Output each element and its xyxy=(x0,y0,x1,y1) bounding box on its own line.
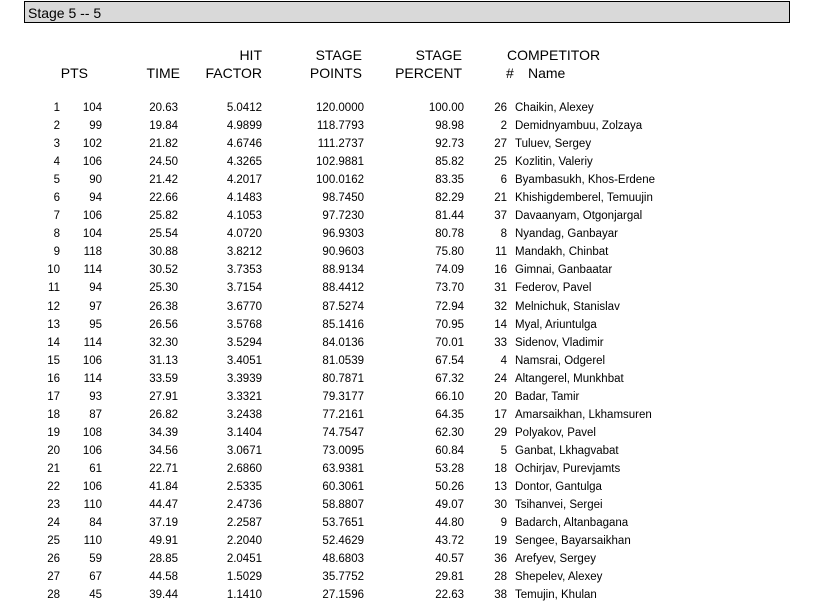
time-cell: 22.66 xyxy=(149,192,178,205)
hit-factor-cell: 3.5294 xyxy=(226,336,262,349)
header-time: TIME xyxy=(146,65,180,81)
stage-points-cell: 77.2161 xyxy=(322,408,364,421)
pts-cell: 61 xyxy=(89,462,102,475)
stage-percent-cell: 81.44 xyxy=(435,210,464,223)
competitor-name-cell: Polyakov, Pavel xyxy=(515,426,596,439)
competitor-number-cell: 19 xyxy=(494,535,507,548)
stage-points-cell: 88.9134 xyxy=(322,264,364,277)
competitor-name-cell: Sidenov, Vladimir xyxy=(515,336,604,349)
stage-points-cell: 53.7651 xyxy=(322,517,364,530)
competitor-number-cell: 26 xyxy=(494,102,507,115)
competitor-name-cell: Myal, Ariuntulga xyxy=(515,318,597,331)
time-cell: 25.54 xyxy=(149,228,178,241)
place-cell: 4 xyxy=(53,156,60,169)
table-row xyxy=(0,550,765,568)
time-cell: 26.38 xyxy=(149,300,178,313)
hit-factor-cell: 3.2438 xyxy=(226,408,262,421)
stage-percent-cell: 73.70 xyxy=(435,282,464,295)
stage-percent-cell: 98.98 xyxy=(435,120,464,133)
stage-percent-cell: 62.30 xyxy=(435,426,464,439)
competitor-number-cell: 5 xyxy=(500,444,507,457)
competitor-name-cell: Amarsaikhan, Lkhamsuren xyxy=(515,408,652,421)
time-cell: 34.56 xyxy=(149,444,178,457)
table-row xyxy=(0,406,765,424)
hit-factor-cell: 3.6770 xyxy=(226,300,262,313)
competitor-number-cell: 29 xyxy=(494,426,507,439)
header-stage-percent-line1: STAGE xyxy=(415,47,462,63)
stage-points-cell: 73.0095 xyxy=(322,444,364,457)
hit-factor-cell: 3.5768 xyxy=(226,318,262,331)
header-stage-points-line1: STAGE xyxy=(315,47,362,63)
competitor-number-cell: 14 xyxy=(494,318,507,331)
competitor-name-cell: Nyandag, Ganbayar xyxy=(515,228,618,241)
competitor-number-cell: 2 xyxy=(500,120,507,133)
table-row xyxy=(0,514,765,532)
place-cell: 15 xyxy=(47,354,60,367)
place-cell: 23 xyxy=(47,499,60,512)
stage-percent-cell: 92.73 xyxy=(435,138,464,151)
pts-cell: 59 xyxy=(89,553,102,566)
competitor-number-cell: 11 xyxy=(495,246,507,259)
hit-factor-cell: 1.1410 xyxy=(226,589,262,602)
pts-cell: 67 xyxy=(89,571,102,584)
place-cell: 27 xyxy=(47,571,60,584)
table-row xyxy=(0,171,765,189)
time-cell: 19.84 xyxy=(149,120,178,133)
competitor-number-cell: 6 xyxy=(500,174,507,187)
stage-points-cell: 111.2737 xyxy=(317,138,364,151)
stage-points-cell: 81.0539 xyxy=(322,354,364,367)
header-competitor-name: Name xyxy=(528,65,566,81)
competitor-name-cell: Temujin, Khulan xyxy=(515,589,597,602)
table-row xyxy=(0,279,765,297)
place-cell: 12 xyxy=(47,300,60,313)
stage-percent-cell: 40.57 xyxy=(435,553,464,566)
stage-points-cell: 102.9881 xyxy=(316,156,364,169)
hit-factor-cell: 4.2017 xyxy=(226,174,262,187)
hit-factor-cell: 3.0671 xyxy=(226,444,262,457)
time-cell: 25.82 xyxy=(149,210,178,223)
table-row xyxy=(0,135,765,153)
stage-percent-cell: 80.78 xyxy=(435,228,464,241)
competitor-name-cell: Arefyev, Sergey xyxy=(515,553,596,566)
stage-points-cell: 118.7793 xyxy=(316,120,364,133)
table-row xyxy=(0,388,765,406)
time-cell: 21.42 xyxy=(149,174,178,187)
stage-percent-cell: 70.01 xyxy=(435,336,464,349)
stage-points-cell: 79.3177 xyxy=(322,390,364,403)
competitor-name-cell: Chaikin, Alexey xyxy=(515,102,594,115)
pts-cell: 106 xyxy=(82,444,102,457)
pts-cell: 97 xyxy=(89,300,102,313)
hit-factor-cell: 2.4736 xyxy=(226,499,262,512)
time-cell: 39.44 xyxy=(149,589,178,602)
competitor-number-cell: 38 xyxy=(494,589,507,602)
place-cell: 26 xyxy=(47,553,60,566)
competitor-number-cell: 16 xyxy=(494,264,507,277)
time-cell: 25.30 xyxy=(149,282,178,295)
stage-points-cell: 58.8807 xyxy=(322,499,364,512)
stage-points-cell: 97.7230 xyxy=(322,210,364,223)
header-stage-percent-line2: PERCENT xyxy=(395,65,462,81)
hit-factor-cell: 2.6860 xyxy=(226,462,262,475)
hit-factor-cell: 3.3939 xyxy=(226,372,262,385)
competitor-number-cell: 8 xyxy=(500,228,507,241)
pts-cell: 106 xyxy=(82,354,102,367)
competitor-number-cell: 31 xyxy=(494,282,507,295)
stage-percent-cell: 60.84 xyxy=(435,444,464,457)
competitor-name-cell: Kozlitin, Valeriy xyxy=(515,156,593,169)
results-table xyxy=(0,99,765,604)
competitor-number-cell: 33 xyxy=(494,336,507,349)
stage-percent-cell: 53.28 xyxy=(435,462,464,475)
time-cell: 27.91 xyxy=(149,390,178,403)
stage-percent-cell: 43.72 xyxy=(435,535,464,548)
competitor-number-cell: 25 xyxy=(494,156,507,169)
competitor-name-cell: Federov, Pavel xyxy=(515,282,592,295)
stage-percent-cell: 64.35 xyxy=(435,408,464,421)
table-row xyxy=(0,316,765,334)
stage-percent-cell: 74.09 xyxy=(435,264,464,277)
header-stage-points-line2: POINTS xyxy=(309,65,362,81)
time-cell: 33.59 xyxy=(149,372,178,385)
competitor-name-cell: Sengee, Bayarsaikhan xyxy=(515,535,631,548)
table-row xyxy=(0,189,765,207)
competitor-name-cell: Badar, Tamir xyxy=(515,390,580,403)
competitor-number-cell: 13 xyxy=(494,481,507,493)
stage-points-cell: 84.0136 xyxy=(322,336,364,349)
competitor-name-cell: Tuluev, Sergey xyxy=(515,138,592,151)
hit-factor-cell: 2.5335 xyxy=(226,481,262,493)
pts-cell: 84 xyxy=(89,517,102,530)
stage-points-cell: 35.7752 xyxy=(322,571,364,584)
table-row xyxy=(0,352,765,370)
competitor-name-cell: Davaanyam, Otgonjargal xyxy=(515,210,643,223)
place-cell: 3 xyxy=(53,138,60,151)
pts-cell: 110 xyxy=(83,535,102,548)
competitor-number-cell: 32 xyxy=(494,300,507,313)
hit-factor-cell: 5.0412 xyxy=(226,102,262,115)
competitor-number-cell: 24 xyxy=(494,372,507,385)
stage-percent-cell: 22.63 xyxy=(435,589,464,602)
competitor-name-cell: Namsrai, Odgerel xyxy=(515,354,606,367)
time-cell: 49.91 xyxy=(149,535,178,548)
table-row xyxy=(0,478,765,496)
pts-cell: 118 xyxy=(83,246,102,259)
place-cell: 6 xyxy=(53,192,60,205)
table-row xyxy=(0,207,765,225)
pts-cell: 94 xyxy=(89,192,102,205)
table-row xyxy=(0,442,765,460)
competitor-number-cell: 30 xyxy=(494,499,507,512)
time-cell: 32.30 xyxy=(149,336,178,349)
competitor-name-cell: Khishigdemberel, Temuujin xyxy=(515,192,653,205)
table-row xyxy=(0,243,765,261)
competitor-name-cell: Byambasukh, Khos-Erdene xyxy=(515,174,655,187)
table-row xyxy=(0,117,765,135)
pts-cell: 99 xyxy=(89,120,102,133)
time-cell: 44.58 xyxy=(149,571,178,584)
time-cell: 37.19 xyxy=(149,517,178,530)
place-cell: 28 xyxy=(47,589,60,602)
competitor-name-cell: Mandakh, Chinbat xyxy=(515,246,609,259)
time-cell: 26.56 xyxy=(149,318,178,331)
place-cell: 10 xyxy=(47,264,60,277)
place-cell: 22 xyxy=(47,481,60,493)
hit-factor-cell: 3.7154 xyxy=(226,282,262,295)
stage-points-cell: 87.5274 xyxy=(322,300,364,313)
stage-percent-cell: 29.81 xyxy=(435,571,464,584)
time-cell: 21.82 xyxy=(149,138,178,151)
time-cell: 30.52 xyxy=(149,264,178,277)
competitor-number-cell: 27 xyxy=(494,138,507,151)
stage-points-cell: 52.4629 xyxy=(322,535,364,548)
time-cell: 34.39 xyxy=(149,426,178,439)
table-row xyxy=(0,298,765,316)
header-competitor: COMPETITOR xyxy=(507,47,601,63)
hit-factor-cell: 3.7353 xyxy=(226,264,262,277)
hit-factor-cell: 1.5029 xyxy=(226,571,262,584)
table-row xyxy=(0,424,765,442)
stage-points-cell: 120.0000 xyxy=(316,102,364,115)
stage-points-cell: 27.1596 xyxy=(322,589,364,602)
time-cell: 24.50 xyxy=(149,156,178,169)
competitor-name-cell: Badarch, Altanbagana xyxy=(515,517,629,530)
competitor-number-cell: 36 xyxy=(494,553,507,566)
stage-percent-cell: 75.80 xyxy=(435,246,464,259)
results-body xyxy=(0,99,765,604)
header-competitor-number: # xyxy=(506,65,514,81)
stage-percent-cell: 67.54 xyxy=(435,354,464,367)
table-row xyxy=(0,225,765,243)
hit-factor-cell: 4.1483 xyxy=(226,192,262,205)
time-cell: 28.85 xyxy=(149,553,178,566)
table-row xyxy=(0,496,765,514)
time-cell: 30.88 xyxy=(149,246,178,259)
competitor-number-cell: 37 xyxy=(494,210,507,223)
table-row xyxy=(0,370,765,388)
stage-percent-cell: 66.10 xyxy=(435,390,464,403)
stage-percent-cell: 72.94 xyxy=(435,300,464,313)
time-cell: 41.84 xyxy=(149,481,178,493)
stage-points-cell: 60.3061 xyxy=(322,481,364,493)
place-cell: 5 xyxy=(53,174,60,187)
place-cell: 13 xyxy=(47,318,60,331)
hit-factor-cell: 4.3265 xyxy=(226,156,262,169)
competitor-name-cell: Ganbat, Lkhagvabat xyxy=(515,444,619,457)
header-hit-line1: HIT xyxy=(239,47,262,63)
stage-title: Stage 5 -- 5 xyxy=(28,5,102,21)
competitor-number-cell: 28 xyxy=(494,571,507,584)
competitor-number-cell: 9 xyxy=(500,517,507,530)
stage-points-cell: 100.0162 xyxy=(316,174,364,187)
place-cell: 18 xyxy=(47,408,60,421)
place-cell: 14 xyxy=(47,336,60,349)
stage-percent-cell: 82.29 xyxy=(435,192,464,205)
pts-cell: 106 xyxy=(82,210,102,223)
hit-factor-cell: 2.0451 xyxy=(226,553,262,566)
table-row xyxy=(0,334,765,352)
place-cell: 19 xyxy=(47,426,60,439)
hit-factor-cell: 4.1053 xyxy=(226,210,262,223)
competitor-name-cell: Demidnyambuu, Zolzaya xyxy=(515,120,643,133)
pts-cell: 102 xyxy=(82,138,102,151)
hit-factor-cell: 3.4051 xyxy=(226,354,262,367)
pts-cell: 114 xyxy=(83,264,102,277)
pts-cell: 95 xyxy=(89,318,102,331)
place-cell: 17 xyxy=(47,390,60,403)
table-row xyxy=(0,153,765,171)
stage-percent-cell: 67.32 xyxy=(435,372,464,385)
pts-cell: 114 xyxy=(83,372,102,385)
stage-percent-cell: 85.82 xyxy=(435,156,464,169)
table-row xyxy=(0,99,765,117)
place-cell: 20 xyxy=(47,444,60,457)
stage-percent-cell: 100.00 xyxy=(428,102,464,115)
place-cell: 25 xyxy=(47,535,60,548)
hit-factor-cell: 2.2040 xyxy=(226,535,262,548)
stage-points-cell: 63.9381 xyxy=(322,462,364,475)
hit-factor-cell: 4.9899 xyxy=(226,120,262,133)
table-row xyxy=(0,532,765,550)
pts-cell: 108 xyxy=(82,426,102,439)
table-row xyxy=(0,586,765,604)
competitor-number-cell: 4 xyxy=(500,354,507,367)
hit-factor-cell: 4.0720 xyxy=(226,228,262,241)
competitor-name-cell: Dontor, Gantulga xyxy=(515,481,602,493)
pts-cell: 94 xyxy=(89,282,102,295)
time-cell: 20.63 xyxy=(149,102,178,115)
competitor-name-cell: Tsihanvei, Sergei xyxy=(515,499,603,512)
time-cell: 22.71 xyxy=(149,462,178,475)
stage-percent-cell: 49.07 xyxy=(435,499,464,512)
stage-points-cell: 80.7871 xyxy=(322,372,364,385)
pts-cell: 106 xyxy=(82,481,102,493)
table-row xyxy=(0,568,765,586)
stage-percent-cell: 83.35 xyxy=(435,174,464,187)
place-cell: 2 xyxy=(53,120,60,133)
header-hit-line2: FACTOR xyxy=(205,65,262,81)
pts-cell: 114 xyxy=(83,336,102,349)
time-cell: 31.13 xyxy=(149,354,178,367)
competitor-number-cell: 18 xyxy=(494,462,507,475)
competitor-name-cell: Ochirjav, Purevjamts xyxy=(515,462,621,475)
pts-cell: 106 xyxy=(82,156,102,169)
stage-percent-cell: 44.80 xyxy=(435,517,464,530)
time-cell: 44.47 xyxy=(149,499,178,512)
place-cell: 11 xyxy=(48,282,60,295)
time-cell: 26.82 xyxy=(149,408,178,421)
stage-points-cell: 96.9303 xyxy=(322,228,364,241)
stage-title-bar xyxy=(24,1,790,23)
pts-cell: 90 xyxy=(89,174,102,187)
table-row xyxy=(0,261,765,279)
pts-cell: 104 xyxy=(82,228,102,241)
hit-factor-cell: 2.2587 xyxy=(226,517,262,530)
stage-points-cell: 88.4412 xyxy=(322,282,364,295)
place-cell: 9 xyxy=(53,246,60,259)
pts-cell: 87 xyxy=(89,408,102,421)
stage-percent-cell: 50.26 xyxy=(435,481,464,493)
pts-cell: 45 xyxy=(89,589,102,602)
pts-cell: 93 xyxy=(89,390,102,403)
competitor-number-cell: 21 xyxy=(494,192,507,205)
pts-cell: 110 xyxy=(83,499,102,512)
place-cell: 1 xyxy=(53,102,60,115)
hit-factor-cell: 3.3321 xyxy=(226,390,262,403)
competitor-number-cell: 20 xyxy=(494,390,507,403)
header-pts: PTS xyxy=(60,65,88,81)
hit-factor-cell: 3.8212 xyxy=(226,246,262,259)
stage-points-cell: 98.7450 xyxy=(322,192,364,205)
competitor-name-cell: Gimnai, Ganbaatar xyxy=(515,264,613,277)
stage-points-cell: 85.1416 xyxy=(322,318,364,331)
competitor-number-cell: 17 xyxy=(494,408,507,421)
hit-factor-cell: 3.1404 xyxy=(226,426,262,439)
pts-cell: 104 xyxy=(82,102,102,115)
place-cell: 8 xyxy=(53,228,60,241)
competitor-name-cell: Altangerel, Munkhbat xyxy=(515,372,624,385)
table-row xyxy=(0,460,765,478)
competitor-name-cell: Shepelev, Alexey xyxy=(515,571,603,584)
place-cell: 7 xyxy=(53,210,60,223)
stage-percent-cell: 70.95 xyxy=(435,318,464,331)
hit-factor-cell: 4.6746 xyxy=(226,138,262,151)
stage-points-cell: 90.9603 xyxy=(322,246,364,259)
place-cell: 24 xyxy=(47,517,60,530)
stage-points-cell: 74.7547 xyxy=(322,426,364,439)
competitor-name-cell: Melnichuk, Stanislav xyxy=(515,300,620,313)
stage-points-cell: 48.6803 xyxy=(322,553,364,566)
place-cell: 21 xyxy=(47,462,60,475)
place-cell: 16 xyxy=(47,372,60,385)
